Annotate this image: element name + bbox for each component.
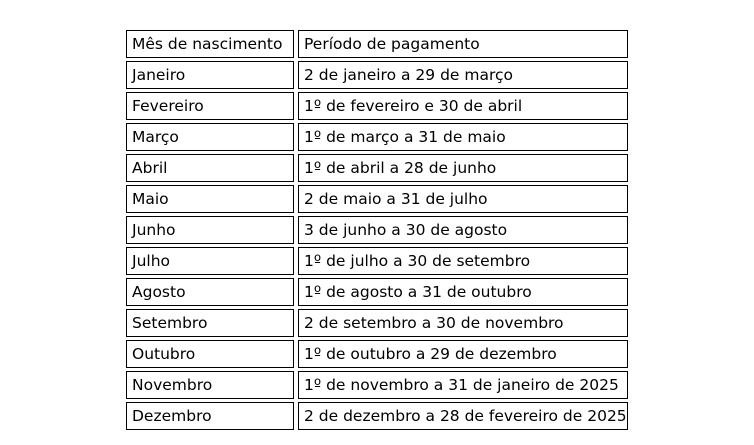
table-header-row bbox=[126, 30, 628, 58]
cell-month: Outubro bbox=[126, 340, 294, 368]
cell-period: 2 de maio a 31 de julho bbox=[298, 185, 628, 213]
cell-period: 2 de janeiro a 29 de março bbox=[298, 61, 628, 89]
cell-month: Fevereiro bbox=[126, 92, 294, 120]
cell-month: Junho bbox=[126, 216, 294, 244]
cell-period: 1º de outubro a 29 de dezembro bbox=[298, 340, 628, 368]
cell-period: 1º de agosto a 31 de outubro bbox=[298, 278, 628, 306]
payment-schedule-table bbox=[122, 27, 632, 433]
cell-month: Abril bbox=[126, 154, 294, 182]
table-row bbox=[126, 185, 628, 213]
cell-month: Maio bbox=[126, 185, 294, 213]
table-row bbox=[126, 278, 628, 306]
cell-month: Janeiro bbox=[126, 61, 294, 89]
cell-period: 3 de junho a 30 de agosto bbox=[298, 216, 628, 244]
cell-period: 1º de fevereiro e 30 de abril bbox=[298, 92, 628, 120]
cell-period: 2 de setembro a 30 de novembro bbox=[298, 309, 628, 337]
table-row bbox=[126, 340, 628, 368]
cell-month: Agosto bbox=[126, 278, 294, 306]
cell-period: 1º de novembro a 31 de janeiro de 2025 bbox=[298, 371, 628, 399]
table-row bbox=[126, 402, 628, 430]
cell-period: 1º de abril a 28 de junho bbox=[298, 154, 628, 182]
table-row bbox=[126, 61, 628, 89]
cell-month: Novembro bbox=[126, 371, 294, 399]
cell-month: Setembro bbox=[126, 309, 294, 337]
cell-month: Março bbox=[126, 123, 294, 151]
header-payment-period: Período de pagamento bbox=[298, 30, 628, 58]
header-birth-month: Mês de nascimento bbox=[126, 30, 294, 58]
table-row bbox=[126, 154, 628, 182]
cell-period: 1º de julho a 30 de setembro bbox=[298, 247, 628, 275]
cell-month: Julho bbox=[126, 247, 294, 275]
cell-period: 1º de março a 31 de maio bbox=[298, 123, 628, 151]
table-row bbox=[126, 371, 628, 399]
table-row bbox=[126, 123, 628, 151]
cell-period: 2 de dezembro a 28 de fevereiro de 2025 bbox=[298, 402, 628, 430]
table-body bbox=[126, 30, 628, 430]
table-row bbox=[126, 216, 628, 244]
table-row bbox=[126, 92, 628, 120]
table-row bbox=[126, 247, 628, 275]
table-row bbox=[126, 309, 628, 337]
cell-month: Dezembro bbox=[126, 402, 294, 430]
